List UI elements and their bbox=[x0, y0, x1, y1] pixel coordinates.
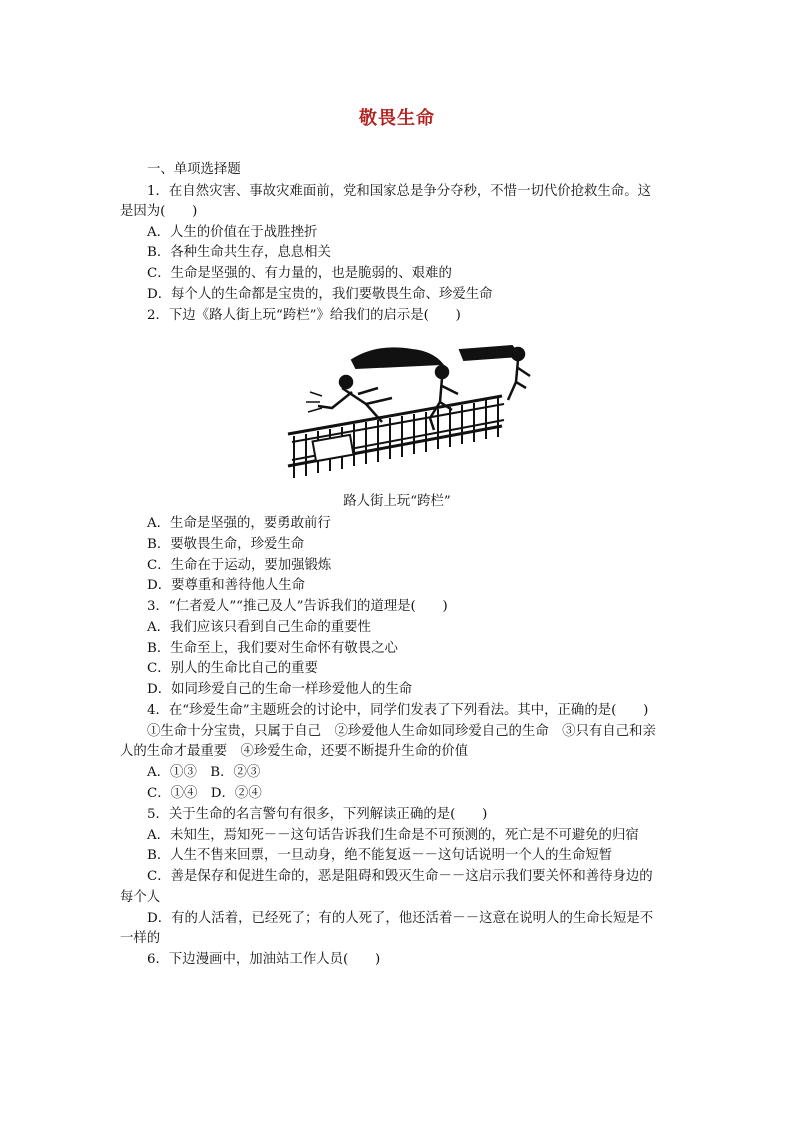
q2-stem: 2．下边《路人街上玩“跨栏”》给我们的启示是( ) bbox=[147, 308, 461, 323]
q3-option-c: C．别人的生命比自己的重要 bbox=[147, 661, 318, 676]
q2-option-d: D．要尊重和善待他人生命 bbox=[147, 578, 306, 593]
q6-stem: 6．下边漫画中，加油站工作人员( ) bbox=[147, 952, 381, 967]
q4-statements-line1: ①生命十分宝贵，只属于自己 ②珍爱他人生命如同珍爱自己的生命 ③只有自己和亲 bbox=[147, 724, 656, 739]
q4-options-row1: A．①③ B．②③ bbox=[147, 765, 261, 780]
q2-option-b: B．要敬畏生命，珍爱生命 bbox=[147, 537, 305, 552]
q1-stem-line2: 是因为( ) bbox=[120, 204, 198, 219]
q5-option-d-line2: 一样的 bbox=[120, 931, 161, 946]
q5-option-c-line1: C．善是保存和促进生命的，恶是阻碍和毁灭生命－－这启示我们要关怀和善待身边的 bbox=[147, 869, 653, 884]
q1-option-d: D．每个人的生命都是宝贵的，我们要敬畏生命、珍爱生命 bbox=[147, 287, 493, 302]
q2-option-a: A．生命是坚强的，要勇敢前行 bbox=[147, 516, 331, 531]
q1-option-a: A．人生的价值在于战胜挫折 bbox=[147, 225, 318, 240]
page-title: 敬畏生命 bbox=[359, 108, 435, 129]
q3-option-a: A．我们应该只看到自己生命的重要性 bbox=[147, 620, 371, 635]
q3-option-d: D．如同珍爱自己的生命一样珍爱他人的生命 bbox=[147, 682, 413, 697]
q1-option-b: B．各种生命共生存，息息相关 bbox=[147, 245, 331, 260]
q4-options-row2: C．①④ D．②④ bbox=[147, 786, 262, 801]
q4-stem: 4．在“珍爱生命”主题班会的讨论中，同学们发表了下列看法。其中，正确的是( ) bbox=[147, 703, 649, 718]
q3-stem: 3．“仁者爱人”“推己及人”告诉我们的道理是( ) bbox=[147, 599, 448, 614]
q3-option-b: B．生命至上，我们要对生命怀有敬畏之心 bbox=[147, 641, 398, 656]
q5-option-b: B．人生不售来回票，一旦动身，绝不能复返－－这句话说明一个人的生命短暂 bbox=[147, 848, 613, 863]
q5-stem: 5．关于生命的名言警句有很多，下列解读正确的是( ) bbox=[147, 807, 488, 822]
q5-option-a: A．未知生，焉知死－－这句话告诉我们生命是不可预测的，死亡是不可避免的归宿 bbox=[147, 828, 639, 843]
q1-stem-line1: 1．在自然灾害、事故灾难面前，党和国家总是争分夺秒，不惜一切代价抢救生命。这 bbox=[147, 184, 651, 199]
q1-option-c: C．生命是坚强的、有力量的，也是脆弱的、艰难的 bbox=[147, 266, 452, 281]
q5-option-c-line2: 每个人 bbox=[120, 890, 161, 905]
q5-option-d-line1: D．有的人活着，已经死了；有的人死了，他还活着－－这意在说明人的生命长短是不 bbox=[147, 911, 654, 926]
figure-caption: 路人街上玩“跨栏” bbox=[343, 494, 451, 509]
q4-statements-line2: 人的生命才最重要 ④珍爱生命，还要不断提升生命的价值 bbox=[120, 744, 469, 759]
hurdle-cartoon-illustration bbox=[282, 338, 544, 484]
section-heading: 一、单项选择题 bbox=[147, 162, 241, 177]
q2-option-c: C．生命在于运动，要加强锻炼 bbox=[147, 558, 332, 573]
